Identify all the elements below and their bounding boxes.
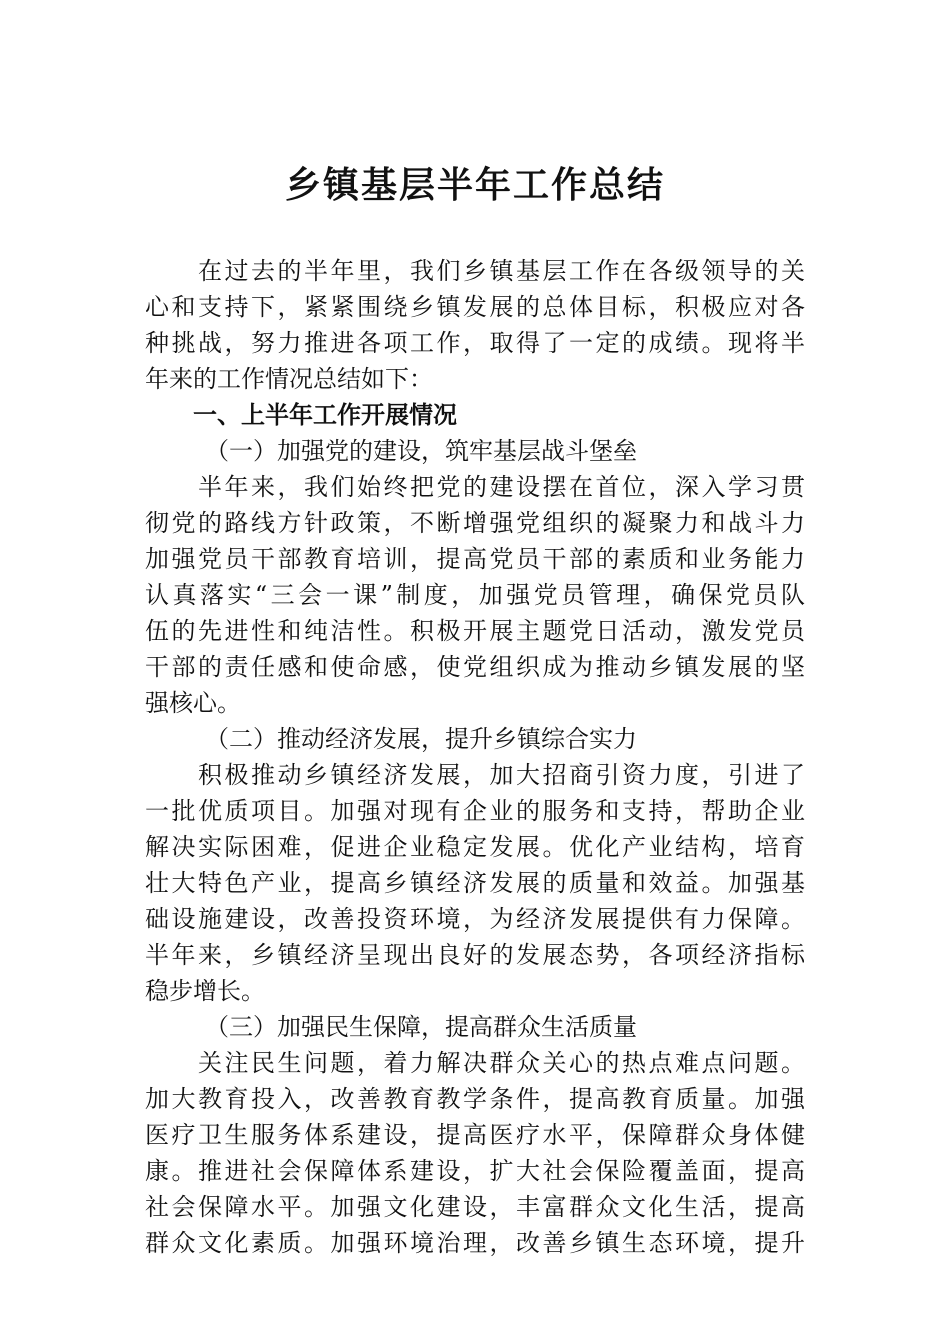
section-2-line: 解决实际困难，促进企业稳定发展。优化产业结构，培育: [145, 833, 805, 861]
section-2-line: 础设施建设，改善投资环境，为经济发展提供有力保障。: [145, 905, 805, 933]
section-3-line: 群众文化素质。加强环境治理，改善乡镇生态环境，提升: [145, 1229, 805, 1257]
section-3-line: 社会保障水平。加强文化建设，丰富群众文化生活，提高: [145, 1193, 805, 1221]
section-1-line: 彻党的路线方针政策，不断增强党组织的凝聚力和战斗力: [145, 509, 805, 537]
section-2-line: 壮大特色产业，提高乡镇经济发展的质量和效益。加强基: [145, 869, 805, 897]
section-1-line: 加强党员干部教育培训，提高党员干部的素质和业务能力: [145, 545, 805, 573]
document-body: [145, 253, 805, 1261]
section-3-line: 医疗卫生服务体系建设，提高医疗水平，保障群众身体健: [145, 1121, 805, 1149]
section-3-line: 康。推进社会保障体系建设，扩大社会保险覆盖面，提高: [145, 1157, 805, 1185]
section-3-heading: （三）加强民生保障，提高群众生活质量: [205, 1013, 637, 1041]
section-3-line: 关注民生问题，着力解决群众关心的热点难点问题。: [198, 1049, 805, 1077]
intro-line: 在过去的半年里，我们乡镇基层工作在各级领导的关: [198, 257, 805, 285]
intro-line: 种挑战，努力推进各项工作，取得了一定的成绩。现将半: [145, 329, 805, 357]
heading-level-1: 一、上半年工作开展情况: [193, 401, 457, 429]
document-title: 乡镇基层半年工作总结: [284, 164, 665, 206]
section-2-line: 半年来，乡镇经济呈现出良好的发展态势，各项经济指标: [145, 941, 805, 969]
section-2-line: 积极推动乡镇经济发展，加大招商引资力度，引进了: [198, 761, 805, 789]
section-3-line: 加大教育投入，改善教育教学条件，提高教育质量。加强: [145, 1085, 805, 1113]
section-1-line: 半年来，我们始终把党的建设摆在首位，深入学习贯: [198, 473, 805, 501]
intro-line: 年来的工作情况总结如下：: [145, 365, 433, 393]
section-2-line: 稳步增长。: [145, 977, 265, 1005]
section-1-line: 干部的责任感和使命感，使党组织成为推动乡镇发展的坚: [145, 653, 805, 681]
section-1-line: 强核心。: [145, 689, 241, 717]
section-1-line: 认真落实“三会一课”制度，加强党员管理，确保党员队: [145, 581, 805, 609]
section-1-heading: （一）加强党的建设，筑牢基层战斗堡垒: [205, 437, 637, 465]
section-1-line: 伍的先进性和纯洁性。积极开展主题党日活动，激发党员: [145, 617, 805, 645]
section-2-heading: （二）推动经济发展，提升乡镇综合实力: [205, 725, 637, 753]
section-2-line: 一批优质项目。加强对现有企业的服务和支持，帮助企业: [145, 797, 805, 825]
intro-line: 心和支持下，紧紧围绕乡镇发展的总体目标，积极应对各: [145, 293, 805, 321]
